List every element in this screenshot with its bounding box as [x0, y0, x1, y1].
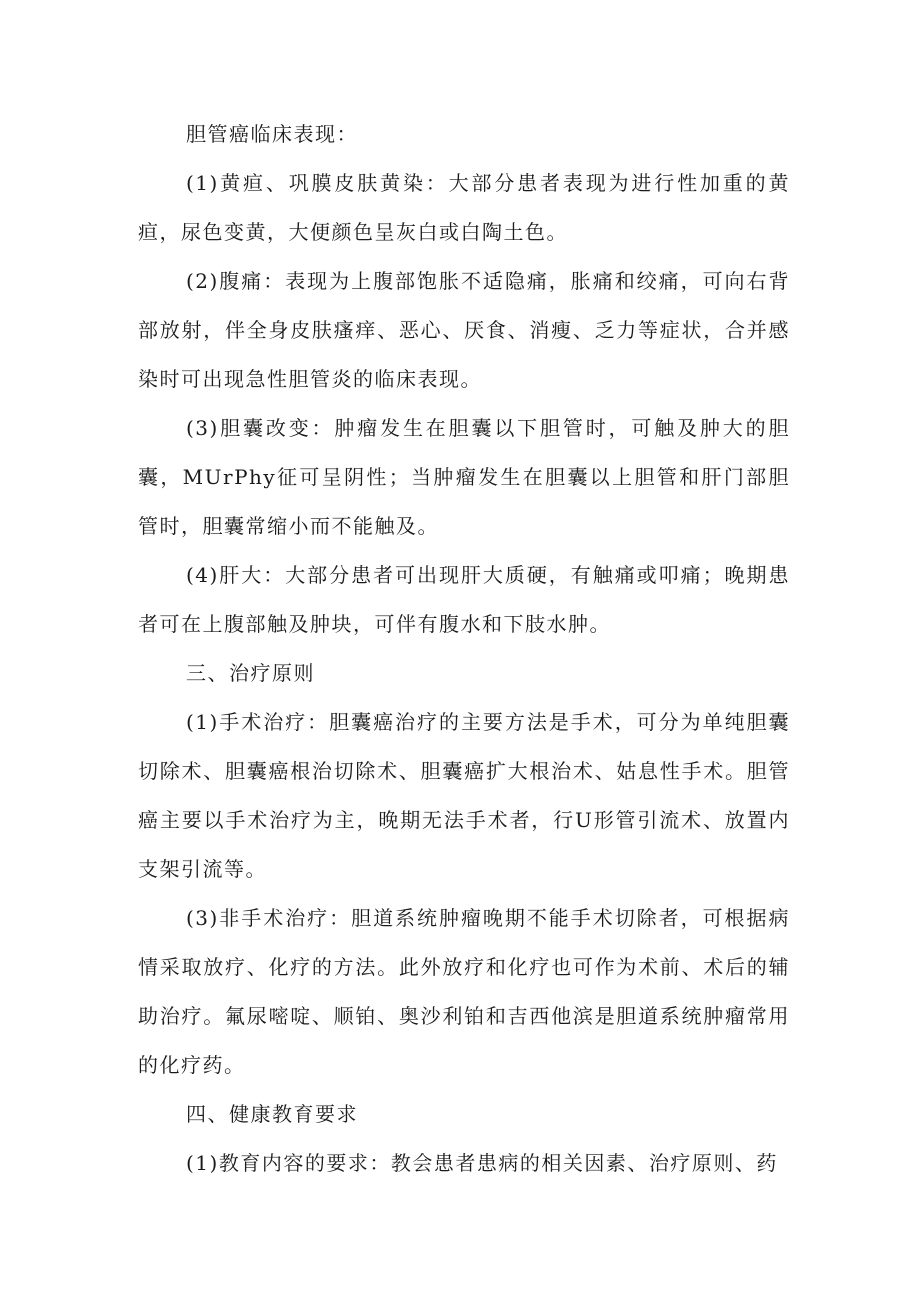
paragraph-education-content: (1)教育内容的要求：教会患者患病的相关因素、治疗原则、药 — [186, 1151, 778, 1175]
paragraph-gallbladder-change: (3)胆囊改变：肿瘤发生在胆囊以下胆管时，可触及肿大的胆囊，MUrPhy征可呈阴性；当肿瘤发生在胆囊以上胆管和肝门部胆管时，胆囊常缩小而不能触及。 — [138, 416, 790, 538]
section-heading-treatment: 三、治疗原则 — [186, 661, 315, 685]
section-heading-health-education: 四、健康教育要求 — [186, 1102, 358, 1126]
paragraph-nonsurgical-treatment: (3)非手术治疗：胆道系统肿瘤晚期不能手术切除者，可根据病情采取放疗、化疗的方法。此外放疗和化疗也可作为术前、术后的辅助治疗。氟尿嘧啶、顺铂、奥沙利铂和吉西他滨是胆道系统肿瘤常用的化疗药。 — [138, 906, 790, 1077]
paragraph-surgical-treatment: (1)手术治疗：胆囊癌治疗的主要方法是手术，可分为单纯胆囊切除术、胆囊癌根治切除术、胆囊癌扩大根治术、姑息性手术。胆管癌主要以手术治疗为主，晚期无法手术者，行U形管引流术、放置内支架引流等。 — [138, 710, 790, 881]
section-heading-cholangiocarcinoma: 胆管癌临床表现： — [186, 122, 358, 146]
paragraph-hepatomegaly: (4)肝大：大部分患者可出现肝大质硬，有触痛或叩痛；晚期患者可在上腹部触及肿块，可伴有腹水和下肢水肿。 — [138, 563, 790, 636]
paragraph-abdominal-pain: (2)腹痛：表现为上腹部饱胀不适隐痛，胀痛和绞痛，可向右背部放射，伴全身皮肤瘙痒、恶心、厌食、消瘦、乏力等症状，合并感染时可出现急性胆管炎的临床表现。 — [138, 269, 790, 391]
paragraph-jaundice: (1)黄疸、巩膜皮肤黄染：大部分患者表现为进行性加重的黄疸，尿色变黄，大便颜色呈灰白或白陶土色。 — [138, 171, 790, 244]
